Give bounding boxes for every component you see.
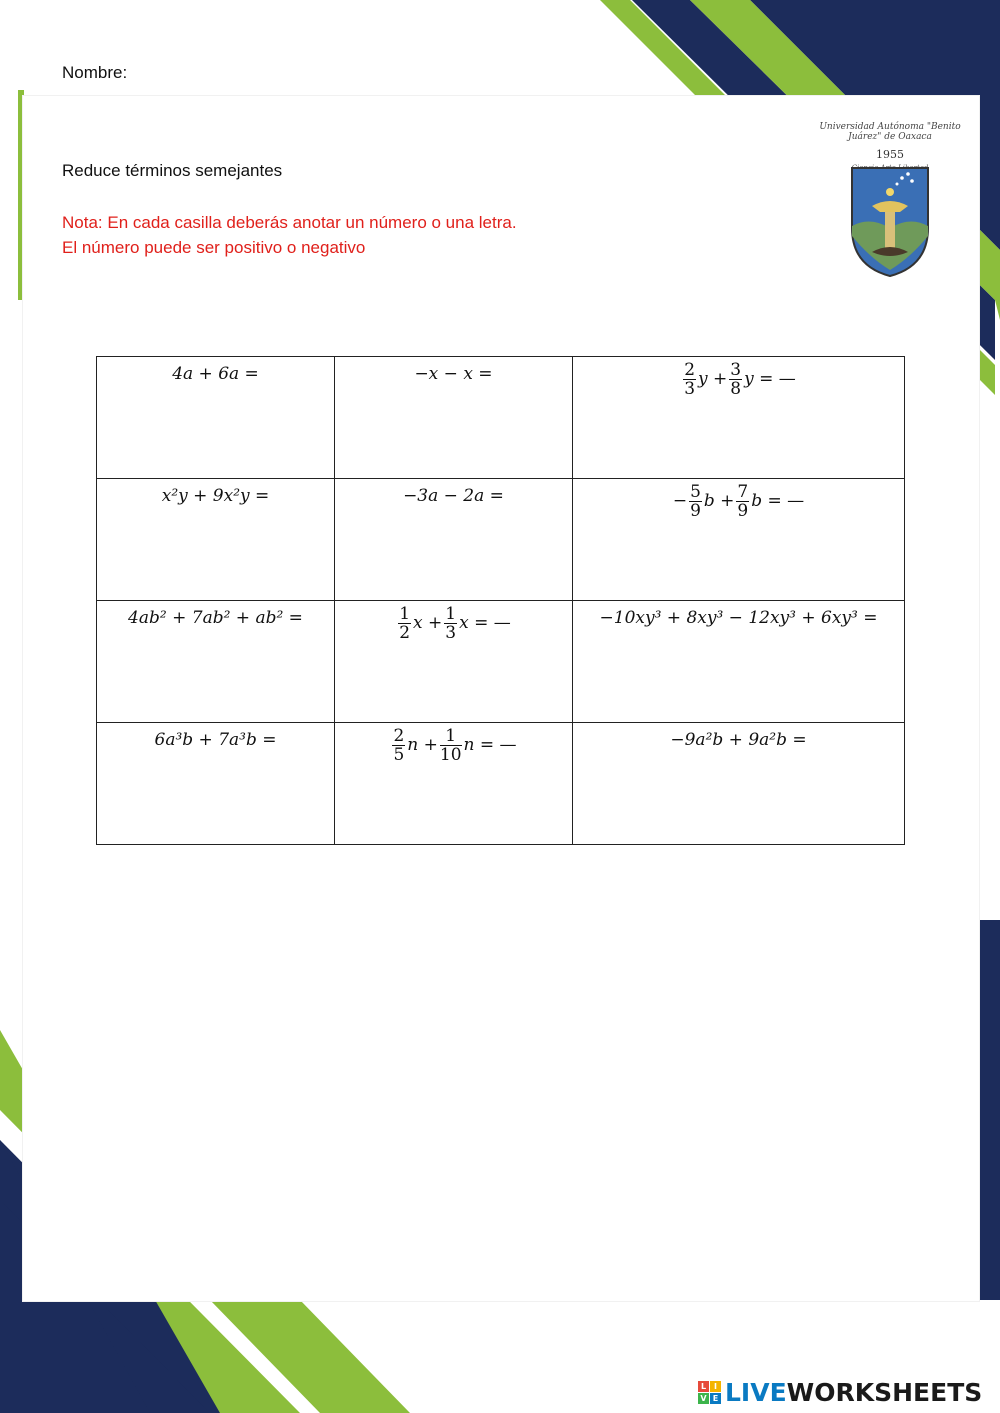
exercise-cell-1[interactable]	[97, 357, 335, 479]
worksheet-title: Reduce términos semejantes	[62, 161, 283, 180]
fraction-expression: $\frac{2}{5}$ n + $\frac{1}{10}$ n = —	[393, 726, 517, 765]
instruction-note	[62, 210, 517, 260]
fraction-expression: $\frac{1}{2}$ x + $\frac{1}{3}$ x = —	[399, 604, 511, 643]
brand-wordmark: LIVEWORKSHEETS	[725, 1378, 983, 1407]
exercise-cell-7[interactable]	[97, 601, 335, 723]
exercise-cell-2[interactable]	[335, 357, 573, 479]
exercise-cell-8[interactable]	[335, 601, 573, 723]
exercise-cell-10[interactable]	[97, 723, 335, 845]
university-crest	[814, 108, 966, 286]
expression: −3a − 2a =	[403, 486, 504, 506]
exercise-cell-6[interactable]	[573, 479, 905, 601]
shield-icon	[850, 166, 930, 278]
right-navy-stripe	[978, 920, 1000, 1300]
expression: −9a²b + 9a²b =	[670, 730, 807, 750]
expression: x²y + 9x²y =	[161, 486, 270, 506]
note-line-1: Nota: En cada casilla deberás anotar un número o una letra.	[62, 213, 517, 232]
name-label: Nombre:	[62, 63, 128, 82]
liveworksheets-logo[interactable]	[698, 1378, 982, 1407]
expression: 4ab² + 7ab² + ab² =	[128, 608, 303, 628]
exercise-grid	[96, 356, 905, 845]
exercise-cell-11[interactable]	[335, 723, 573, 845]
expression: 4a + 6a =	[172, 364, 259, 384]
note-line-2: El número puede ser positivo o negativo	[62, 238, 366, 257]
exercise-cell-3[interactable]	[573, 357, 905, 479]
fraction-expression: $\frac{2}{3}$ y + $\frac{3}{8}$ y = —	[684, 360, 796, 399]
fraction-expression: − $\frac{5}{9}$ b + $\frac{7}{9}$ b = —	[672, 482, 805, 521]
exercise-cell-12[interactable]	[573, 723, 905, 845]
exercise-cell-4[interactable]	[97, 479, 335, 601]
expression: −x − x =	[414, 364, 493, 384]
crest-university: Universidad Autónoma "Benito Juárez" de Oaxaca	[819, 122, 961, 142]
live-badge-icon: L I V E	[698, 1381, 721, 1404]
expression: −10xy³ + 8xy³ − 12xy³ + 6xy³ =	[599, 608, 878, 628]
exercise-cell-9[interactable]	[573, 601, 905, 723]
expression: 6a³b + 7a³b =	[154, 730, 277, 750]
exercise-cell-5[interactable]	[335, 479, 573, 601]
crest-year: 1955	[876, 148, 904, 161]
